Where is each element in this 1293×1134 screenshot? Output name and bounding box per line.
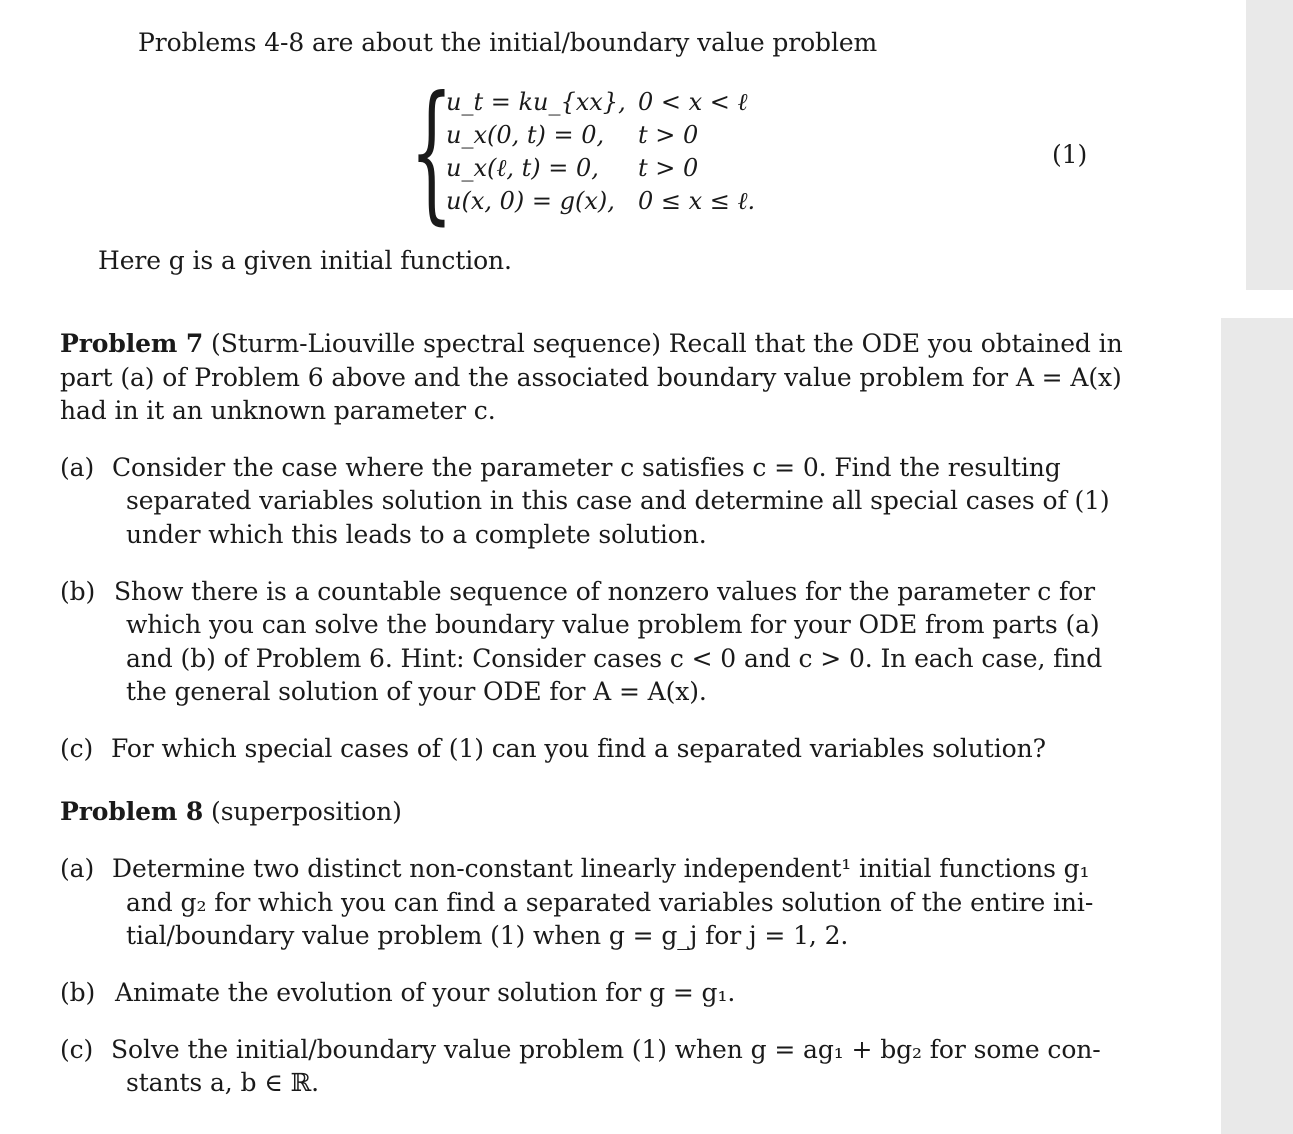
problem7-a-line3: under which this leads to a complete solution. <box>126 520 707 549</box>
problem8-heading-note: (superposition) <box>211 797 402 826</box>
equation-row-3-lhs: u_x(ℓ, t) = 0, <box>446 154 599 182</box>
problem8-heading: Problem 8 <box>60 797 204 826</box>
problem7-heading: Problem 7 <box>60 329 204 358</box>
problem8-c-line2: stants a, b ∈ ℝ. <box>126 1068 320 1097</box>
problem7-intro-line2: part (a) of Problem 6 above and the associated boundary value problem for A = A(x) <box>60 363 1122 392</box>
problem8-b-line1: Animate the evolution of your solution for g = g₁. <box>115 978 736 1007</box>
problem7-b-line1: Show there is a countable sequence of nonzero values for the parameter c for <box>114 577 1096 606</box>
problem7-intro-line1: (Sturm-Liouville spectral sequence) Recall that the ODE you obtained in <box>211 329 1123 358</box>
problem7-block <box>60 327 1123 361</box>
problem7-a-line2: separated variables solution in this case and determine all special cases of (1) <box>126 486 1110 515</box>
problem8-b-label: (b) <box>60 978 96 1007</box>
scrollbar-track-bottom[interactable] <box>1221 318 1293 1134</box>
problem8-a-line3: tial/boundary value problem (1) when g = g_j for j = 1, 2. <box>126 921 849 950</box>
problem7-c-label: (c) <box>60 734 94 763</box>
problem7-a-label: (a) <box>60 453 95 482</box>
equation-label: (1) <box>1052 140 1088 169</box>
problem7-b-label: (b) <box>60 577 96 606</box>
equation-row-4-lhs: u(x, 0) = g(x), <box>446 187 615 215</box>
problem8-a-label: (a) <box>60 854 95 883</box>
here-line: Here g is a given initial function. <box>98 246 512 275</box>
equation-row-3-rhs: t > 0 <box>638 154 699 182</box>
equation-row-1-lhs: u_t = ku_{xx}, <box>446 88 626 116</box>
problem7-b-line2: which you can solve the boundary value problem for your ODE from parts (a) <box>126 610 1100 639</box>
problem8-c-label: (c) <box>60 1035 94 1064</box>
problem7-b-line3: and (b) of Problem 6. Hint: Consider cases c < 0 and c > 0. In each case, find <box>126 644 1103 673</box>
problem7-b-line4: the general solution of your ODE for A = A(x). <box>126 677 707 706</box>
scrollbar-track-top[interactable] <box>1246 0 1293 290</box>
problem8-a-line1: Determine two distinct non-constant linearly independent¹ initial functions g₁ <box>112 854 1090 883</box>
problem8-c-line1: Solve the initial/boundary value problem (1) when g = ag₁ + bg₂ for some con- <box>111 1035 1101 1064</box>
problem8-a-line2: and g₂ for which you can find a separated variables solution of the entire ini- <box>126 888 1094 917</box>
intro-line: Problems 4-8 are about the initial/boundary value problem <box>138 28 878 57</box>
problem7-c-line1: For which special cases of (1) can you find a separated variables solution? <box>111 734 1046 763</box>
equation-row-2-rhs: t > 0 <box>638 121 699 149</box>
equation-row-1-rhs: 0 < x < ℓ <box>638 88 748 116</box>
problem7-intro-line3: had in it an unknown parameter c. <box>60 396 496 425</box>
problem7-a-line1: Consider the case where the parameter c satisfies c = 0. Find the resulting <box>112 453 1061 482</box>
left-brace: { <box>410 65 453 239</box>
problem8-heading-line <box>60 795 402 829</box>
equation-row-2-lhs: u_x(0, t) = 0, <box>446 121 605 149</box>
equation-row-4-rhs: 0 ≤ x ≤ ℓ. <box>638 187 756 215</box>
